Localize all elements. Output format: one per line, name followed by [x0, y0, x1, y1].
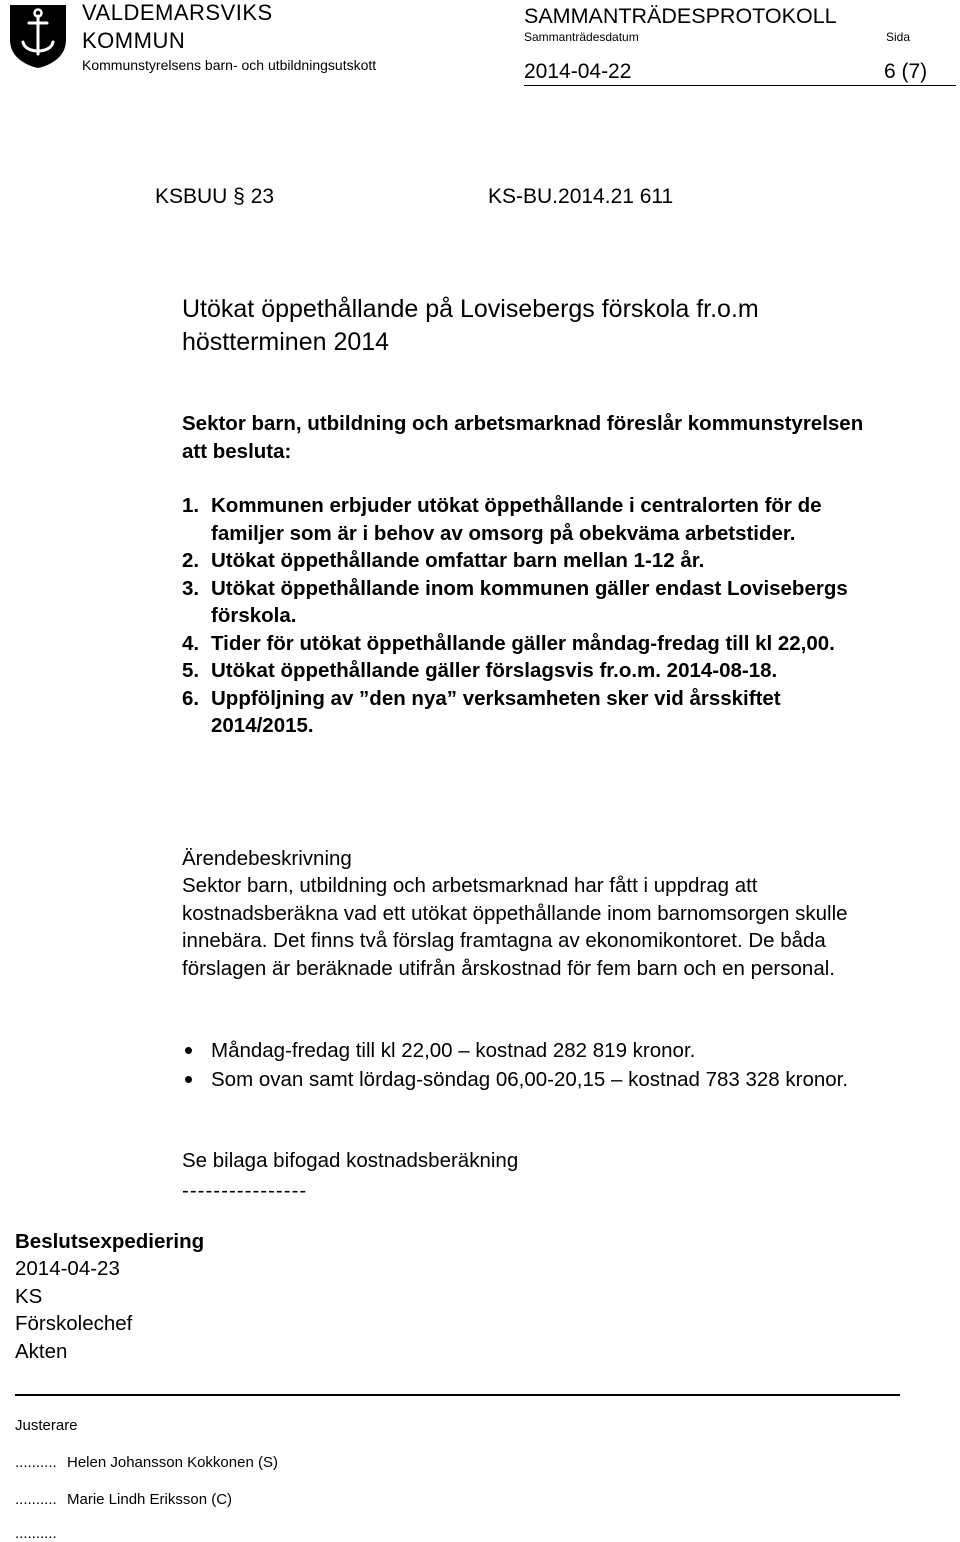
list-item: Måndag-fredag till kl 22,00 – kostnad 282 819 kronor. — [182, 1037, 882, 1065]
adjuster-label: Justerare — [15, 1417, 78, 1434]
paragraph-number: KSBUU § 23 — [155, 185, 275, 208]
meeting-date: 2014-04-22 — [524, 60, 632, 83]
item-text: Utökat öppethållande gäller förslagsvis fr.o.m. 2014-08-18. — [211, 659, 778, 682]
page-label: Sida — [886, 30, 911, 44]
signatory-name: Helen Johansson Kokkonen (S) — [67, 1454, 278, 1471]
item-number: 2. — [182, 549, 200, 572]
list-item — [182, 630, 862, 658]
item-text: Utökat öppethållande inom kommunen gäller endast Lovisebergs förskola. — [211, 576, 848, 627]
signature-dots: .......... — [15, 1525, 57, 1542]
list-item — [182, 657, 862, 685]
document-type: SAMMANTRÄDESPROTOKOLL — [524, 4, 837, 28]
org-name-line2: KOMMUN — [82, 28, 186, 53]
item-number: 6. — [182, 686, 200, 710]
item-number: 1. — [182, 494, 200, 517]
dash-separator: ---------------- — [182, 1179, 308, 1202]
cost-options-list — [182, 1037, 882, 1094]
item-text: Utökat öppethållande omfattar barn mellan 1-12 år. — [211, 549, 705, 572]
item-text: Uppföljning av ”den nya” verksamheten sker vid årsskiftet 2014/2015. — [211, 686, 781, 737]
anchor-crest-icon — [7, 2, 69, 70]
list-item — [182, 492, 862, 547]
signatory-name: Marie Lindh Eriksson (C) — [67, 1491, 233, 1508]
case-description: Sektor barn, utbildning och arbetsmarknad har fått i uppdrag att kostnadsberäkna vad ett utökat öppethållande inom barnomsorgen skulle innebära. Det finns två förslag framtagna av ekonomikontoret. De båda förslagen är beräknade utifrån årskostnad för fem barn och en personal. — [182, 874, 848, 980]
list-item: Förskolechef — [15, 1312, 133, 1335]
proposal-list — [182, 492, 862, 740]
org-name-line1: VALDEMARSVIKS — [82, 0, 273, 25]
org-committee: Kommunstyrelsens barn- och utbildningsutskott — [82, 57, 377, 73]
signature-line — [15, 1525, 67, 1542]
list-item: KS — [15, 1284, 43, 1308]
item-number: 4. — [182, 631, 200, 655]
list-item — [182, 547, 862, 575]
item-text: Tider för utökat öppethållande gäller måndag-fredag till kl 22,00. — [211, 631, 835, 655]
expedition-list — [15, 1255, 132, 1365]
signature-dots: .......... — [15, 1491, 57, 1508]
signature-line — [15, 1491, 232, 1508]
header-divider — [524, 85, 956, 86]
item-number: 3. — [182, 576, 200, 600]
attachment-note: Se bilaga bifogad kostnadsberäkning — [182, 1149, 519, 1172]
proposal-intro: Sektor barn, utbildning och arbetsmarknad föreslår kommunstyrelsen att besluta: — [182, 412, 864, 463]
list-item: Som ovan samt lördag-söndag 06,00-20,15 – kostnad 783 328 kronor. — [182, 1066, 882, 1094]
signature-dots: .......... — [15, 1454, 57, 1471]
date-label: Sammanträdesdatum — [524, 30, 639, 44]
item-text: Kommunen erbjuder utökat öppethållande i centralorten för de familjer som är i behov av omsorg på obekväma arbetstider. — [211, 494, 822, 545]
signature-line — [15, 1454, 278, 1471]
section-heading: Ärendebeskrivning — [182, 847, 352, 870]
signature-divider — [15, 1394, 900, 1396]
page-title: Utökat öppethållande på Lovisebergs förskola fr.o.m höstterminen 2014 — [182, 295, 759, 356]
case-number: KS-BU.2014.21 611 — [488, 185, 674, 208]
list-item — [182, 685, 862, 740]
list-item: Akten — [15, 1339, 68, 1363]
item-number: 5. — [182, 659, 200, 682]
expedition-heading: Beslutsexpediering — [15, 1230, 205, 1253]
list-item — [182, 575, 862, 630]
list-item: 2014-04-23 — [15, 1257, 120, 1280]
page-number: 6 (7) — [884, 60, 928, 83]
